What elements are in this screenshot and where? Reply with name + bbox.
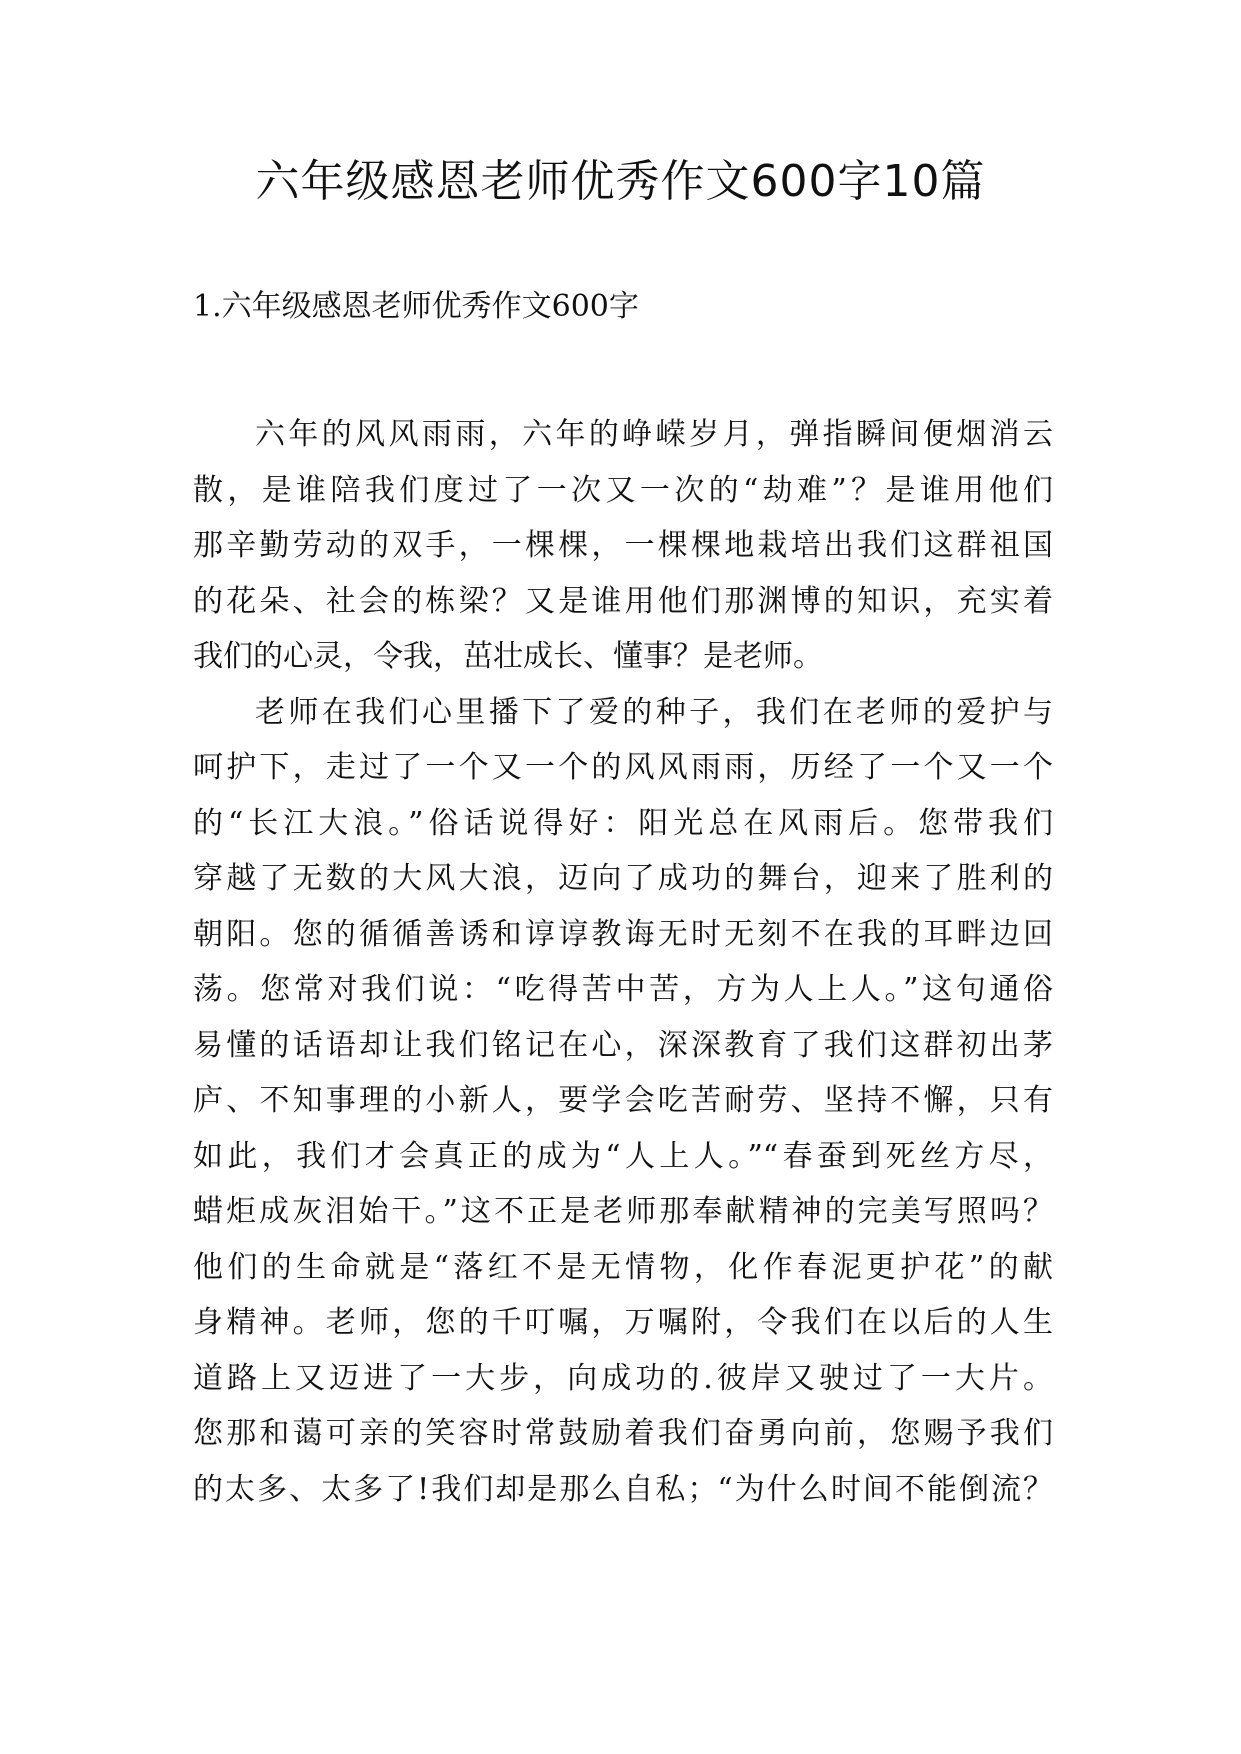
- paragraph-2-line: 的太多、太多了!我们却是那么自私；“为什么时间不能倒流？: [193, 1471, 1053, 1507]
- paragraph-2-line: 穿越了无数的大风大浪，迈向了成功的舞台，迎来了胜利的: [193, 861, 1053, 896]
- paragraph-1-line: 六年的风风雨雨，六年的峥嵘岁月，弹指瞬间便烟消云: [255, 417, 1053, 452]
- paragraph-2-line: 呵护下，走过了一个又一个的风风雨雨，历经了一个又一个: [193, 750, 1053, 785]
- document-title: 六年级感恩老师优秀作文600字10篇: [255, 156, 986, 207]
- paragraph-1-line: 散，是谁陪我们度过了一次又一次的“劫难”？是谁用他们: [193, 472, 1053, 508]
- paragraph-2-line: 易懂的话语却让我们铭记在心，深深教育了我们这群初出茅: [193, 1027, 1053, 1063]
- paragraph-2-line: 荡。您常对我们说：“吃得苦中苦，方为人上人。”这句通俗: [193, 972, 1053, 1007]
- paragraph-1-line: 那辛勤劳动的双手，一棵棵，一棵棵地栽培出我们这群祖国: [193, 528, 1053, 563]
- paragraph-2-line: 的“长江大浪。”俗话说得好：阳光总在风雨后。您带我们: [193, 805, 1053, 841]
- paragraph-2-line: 您那和蔼可亲的笑容时常鼓励着我们奋勇向前，您赐予我们: [193, 1416, 1053, 1451]
- paragraph-2-line: 老师在我们心里播下了爱的种子，我们在老师的爱护与: [255, 694, 1053, 730]
- paragraph-2-line: 他们的生命就是“落红不是无情物，化作春泥更护花”的献: [193, 1249, 1053, 1285]
- paragraph-2-line: 如此，我们才会真正的成为“人上人。”“春蚕到死丝方尽，: [193, 1138, 1053, 1174]
- paragraph-2-line: 蜡炬成灰泪始干。”这不正是老师那奉献精神的完美写照吗？: [193, 1194, 1053, 1229]
- paragraph-1-line: 我们的心灵，令我，茁壮成长、懂事？是老师。: [193, 639, 823, 674]
- paragraph-1-line: 的花朵、社会的栋梁？又是谁用他们那渊博的知识，充实着: [193, 583, 1053, 619]
- essay-body: [193, 407, 1053, 1517]
- section-heading: 1.六年级感恩老师优秀作文600字: [193, 289, 639, 324]
- paragraph-2-line: 庐、不知事理的小新人，要学会吃苦耐劳、坚持不懈，只有: [193, 1083, 1053, 1118]
- paragraph-2-line: 朝阳。您的循循善诱和谆谆教诲无时无刻不在我的耳畔边回: [193, 916, 1053, 952]
- paragraph-2-line: 道路上又迈进了一大步，向成功的.彼岸又驶过了一大片。: [193, 1360, 1053, 1396]
- paragraph-2-line: 身精神。老师，您的千叮嘱，万嘱附，令我们在以后的人生: [193, 1305, 1053, 1340]
